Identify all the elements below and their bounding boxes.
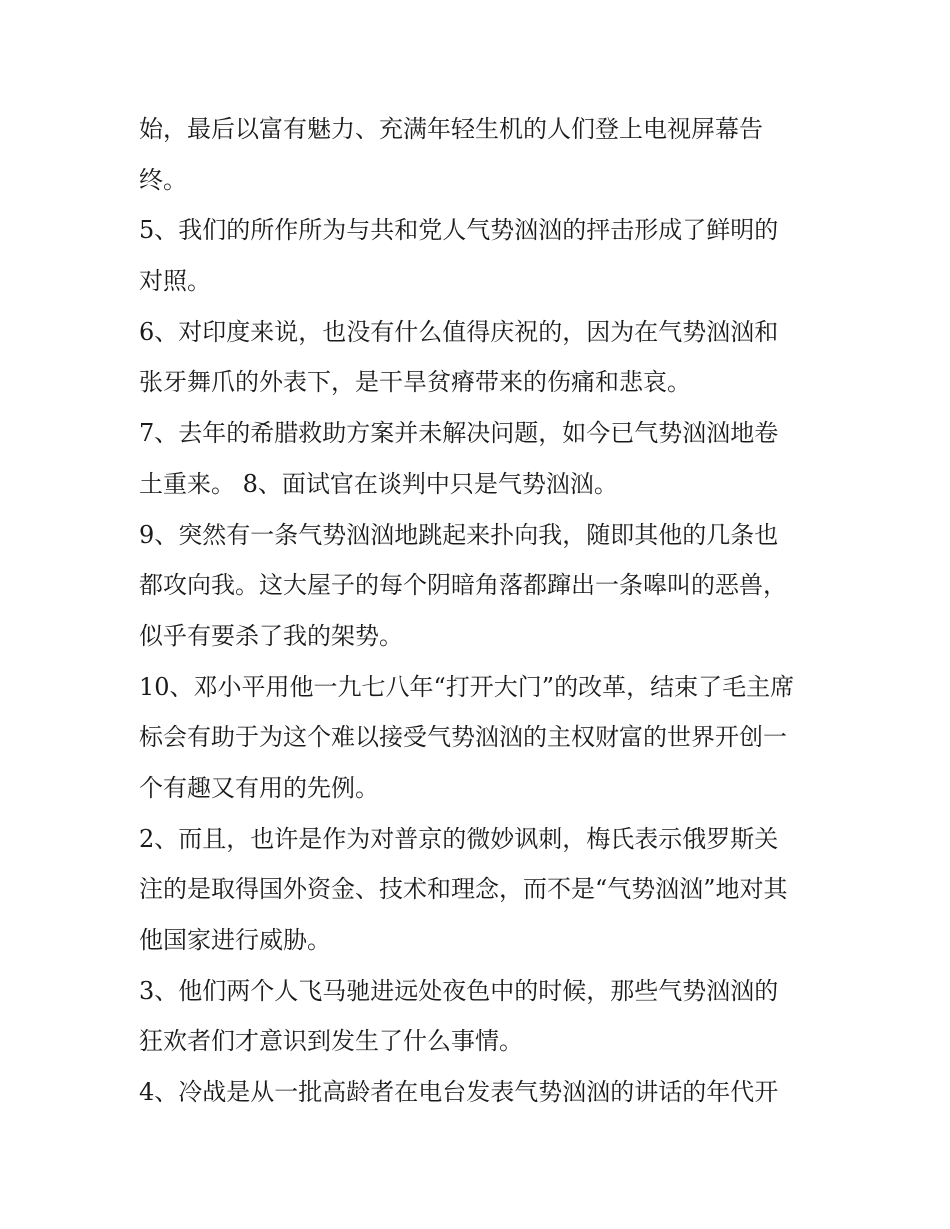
text-line: 个有趣又有用的先例。 [139,773,379,802]
document-body [139,104,829,1118]
text-line: 9、突然有一条气势汹汹地跳起来扑向我，随即其他的几条也 [139,520,779,549]
text-line: 始，最后以富有魅力、充满年轻生机的人们登上电视屏幕告 [139,115,763,143]
text-line: 3、他们两个人飞马驰进远处夜色中的时候，那些气势汹汹的 [139,976,779,1005]
text-line: 7、去年的希腊救助方案并未解决问题，如今已气势汹汹地卷 [139,419,779,448]
text-line: 5、我们的所作所为与共和党人气势汹汹的抨击形成了鲜明的 [139,216,779,245]
text-line: 他国家进行威胁。 [139,926,331,954]
text-line: 狂欢者们才意识到发生了什么事情。 [139,1027,523,1056]
text-line: 标会有助于为这个难以接受气势汹汹的主权财富的世界开创一 [139,723,787,752]
text-line: 10、邓小平用他一九七八年“打开大门”的改革，结束了毛主席 [139,672,795,701]
text-line: 张牙舞爪的外表下，是干旱贫瘠带来的伤痛和悲哀。 [139,368,691,397]
text-line: 终。 [139,165,187,194]
text-line: 注的是取得国外资金、技术和理念，而不是“气势汹汹”地对其 [139,875,788,904]
text-line: 6、对印度来说，也没有什么值得庆祝的，因为在气势汹汹和 [139,317,779,346]
text-line: 似乎有要杀了我的架势。 [139,621,403,650]
text-line: 4、冷战是从一批高龄者在电台发表气势汹汹的讲话的年代开 [139,1078,779,1107]
text-line: 2、而且，也许是作为对普京的微妙讽刺，梅氏表示俄罗斯关 [139,824,779,853]
text-line: 土重来。 8、面试官在谈判中只是气势汹汹。 [139,469,618,498]
text-line: 都攻向我。这大屋子的每个阴暗角落都蹿出一条嗥叫的恶兽， [139,571,787,600]
text-line: 对照。 [139,267,211,296]
